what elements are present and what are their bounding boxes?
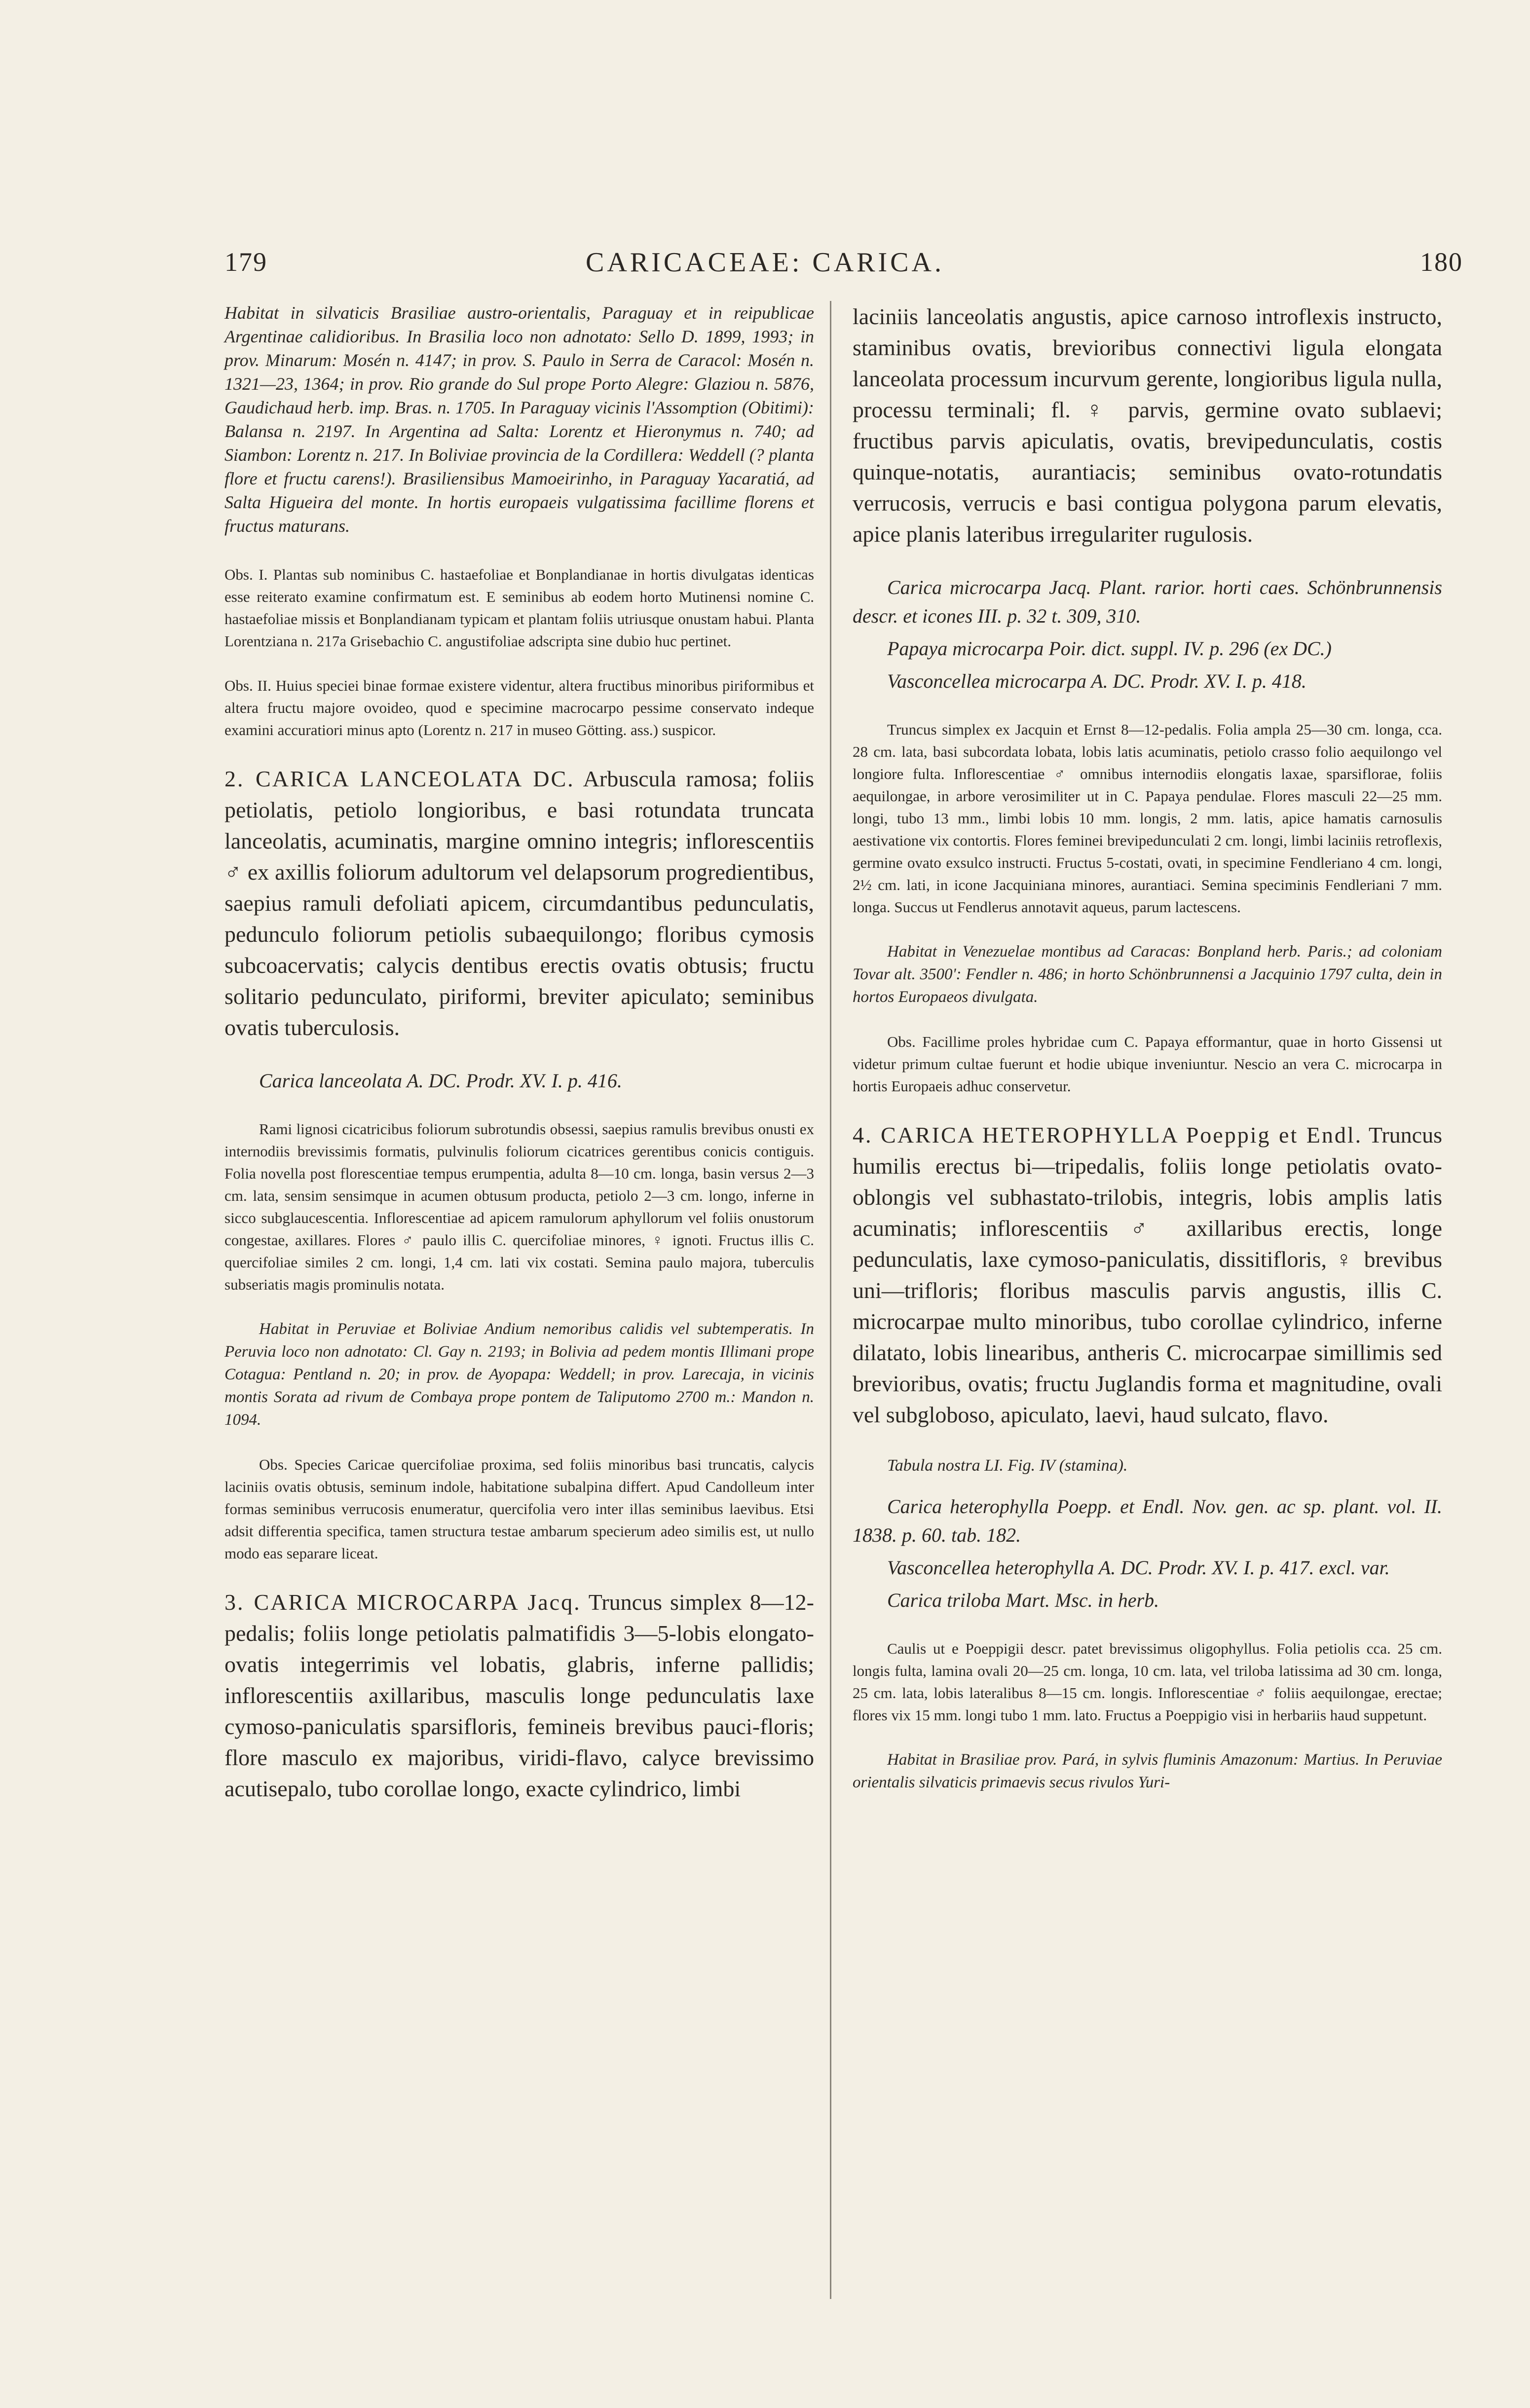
morphology-paragraph: Truncus simplex ex Jacquin et Ernst 8—12-pedalis. Folia ampla 25—30 cm. longa, cca. 28 cm. lata, basi subcordata lobata, lobis latis acuminatis, petiolo crasso folio aequilongo vel longiore fulta. Inflorescentiae ♂ omnibus internodiis elongatis laxae, sparsiflorae, foliis aequilongae, in arbore verosimiliter ut in C. Papaya pendulae. Flores masculi 22—25 mm. longi, tubo 13 mm., limbi lobis 10 mm. longis, 2 mm. latis, apice hamatis carnosulis aestivatione vix contortis. Flores feminei brevipedunculati 2 cm. longi, limbi laciniis retroflexis, germine ovato exsulco instructi. Fructus 5-costati, ovati, in specimine Fendleriano 4 cm. longi, 2½ cm. lati, in icone Jacquiniana minores, aurantiaci. Semina speciminis Fendleriani 7 mm. longa. Succus ut Fendlerus annotavit aqueus, parum lactescens. [853, 721, 1442, 916]
species-heading: 2. CARICA LANCEOLATA DC. [224, 766, 575, 791]
column-divider [830, 301, 831, 2299]
synonym-citation: Vasconcellea microcarpa A. DC. Prodr. XV. I. p. 418. [887, 670, 1306, 692]
synonym-citation: Vasconcellea heterophylla A. DC. Prodr. XV. I. p. 417. excl. var. [887, 1556, 1390, 1579]
synonym-citation: Carica triloba Mart. Msc. in herb. [887, 1589, 1159, 1611]
synonym-citation: Carica microcarpa Jacq. Plant. rarior. horti caes. Schönbrunnensis descr. et icones III. p. 32 t. 309, 310. [853, 576, 1442, 627]
right-column [853, 301, 1442, 1816]
plate-reference: Tabula nostra LI. Fig. IV (stamina). [887, 1456, 1128, 1475]
observation-paragraph: Obs. I. Plantas sub nominibus C. hastaefoliae et Bonplandianae in hortis divulgatas identicas esse reiterato examine confirmatum est. E seminibus ab eodem horto Mutinensi nomine C. hastaefoliae missis et Bonplandianam typicam et plantam foliis utriusque onustam habui. Planta Lorentziana n. 217a Grisebachio C. angustifoliae adscripta sine dubio huc pertinet. [224, 566, 814, 650]
synonym-citation: Carica heterophylla Poepp. et Endl. Nov. gen. ac sp. plant. vol. II. 1838. p. 60. tab. 182. [853, 1495, 1442, 1546]
observation-paragraph: Obs. Species Caricae quercifoliae proxima, sed foliis minoribus basi truncatis, calycis laciniis ovatis obtusis, seminum indole, habitatione subalpina differt. Apud Candolleum inter formas seminibus verrucosis enumeratur, quercifolia vero inter illas seminibus laevibus. Etsi adsit differentia specifica, tamen structura testae ambarum specierum adeo similis est, ut nullo modo eas separare liceat. [224, 1456, 814, 1562]
species-description [224, 1587, 814, 1804]
habitat-paragraph: Habitat in Brasiliae prov. Pará, in sylvis fluminis Amazonum: Martius. In Peruviae orientalis silvaticis primaevis secus rivulos Yuri- [853, 1751, 1442, 1791]
species-diagnosis: Truncus simplex 8—12-pedalis; foliis longe petiolatis palmatifidis 3—5-lobis elongato-ovatis integerrimis vel lobatis, glabris, inferne pallidis; inflorescentiis axillaribus, masculis longe pedunculatis laxe cymoso-paniculatis sparsifloris, femineis brevibus pauci-floris; flore masculo ex majoribus, viridi-flavo, calyce brevissimo acutisepalo, tubo corollae longo, exacte cylindrico, limbi [224, 1590, 814, 1801]
morphology-paragraph: Caulis ut e Poeppigii descr. patet brevissimus oligophyllus. Folia petiolis cca. 25 cm. longis fulta, lamina ovali 20—25 cm. longa, 10 cm. lata, vel triloba latissima ad 30 cm. longa, 25 cm. lata, lobis lateralibus 8—15 cm. longis. Inflorescentiae ♂ foliis aequilongae, erectae; flores vix 15 mm. longi tubo 1 mm. lato. Fructus a Poeppigio visi in herbariis haud suppetunt. [853, 1640, 1442, 1724]
species-heading: 4. CARICA HETEROPHYLLA Poeppig et Endl. [853, 1122, 1363, 1148]
morphology-paragraph: Rami lignosi cicatricibus foliorum subrotundis obsessi, saepius ramulis brevibus onusti ex internodiis brevissimis formatis, pulvinulis foliorum cicatrices gerentibus conicis contiguis. Folia novella post florescentiae tempus erumpentia, adulta 8—10 cm. longa, basin versus 2—3 cm. lata, sensim sensimque in acumen obtusum producta, petiolo 2—3 cm. longo, inferne in sicco subglaucescentia. Inflorescentiae ad apicem ramulorum aphyllorum vel foliis onustorum congestae, axillares. Flores ♂ paulo illis C. quercifoliae minores, ♀ ignoti. Fructus illis C. quercifoliae similes 2 cm. longi, 1,4 cm. lati vix costati. Semina paulo majora, tuberculis subseriatis magis prominulis notata. [224, 1120, 814, 1293]
page-number-left: 179 [224, 247, 267, 277]
species-heading: 3. CARICA MICROCARPA Jacq. [224, 1590, 581, 1615]
species-description [853, 1119, 1442, 1430]
habitat-paragraph: Habitat in Venezuelae montibus ad Caracas: Bonpland herb. Paris.; ad coloniam Tovar alt. 3500': Fendler n. 486; in horto Schönbrunnensi a Jacquinio 1797 culta, dein in hortos Europaeos divulgata. [853, 943, 1442, 1006]
synonym-citation: Papaya microcarpa Poir. dict. suppl. IV. p. 296 (ex DC.) [887, 637, 1332, 660]
running-header: CARICACEAE: CARICA. [586, 247, 944, 278]
synonym-citation: Carica lanceolata A. DC. Prodr. XV. I. p. 416. [259, 1070, 622, 1092]
left-column [224, 301, 814, 1828]
habitat-paragraph: Habitat in Peruviae et Boliviae Andium nemoribus calidis vel subtemperatis. In Peruvia loco non adnotato: Cl. Gay n. 2193; in Bolivia ad pedem montis Illimani prope Cotagua: Pentland n. 20; in prov. de Ayopapa: Weddell; in prov. Larecaja, in vicinis montis Sorata ad rivum de Combaya prope pontem de Taliputomo 2700 m.: Mandon n. 1094. [224, 1320, 814, 1429]
species-diagnosis-continued: laciniis lanceolatis angustis, apice carnoso introflexis instructo, staminibus ovatis, brevioribus connectivi ligula elongata lanceolata processum incurvum gerente, longioribus ligula nulla, processu terminali; fl. ♀ parvis, germine ovato sublaevi; fructibus parvis apiculatis, ovatis, brevipedunculatis, costis quinque-notatis, aurantiacis; seminibus ovato-rotundatis verrucosis, verrucis e basi contigua polygona parum elevatis, apice planis lateribus irregulariter rugulosis. [853, 304, 1442, 547]
species-description [224, 763, 814, 1043]
observation-paragraph: Obs. II. Huius speciei binae formae existere videntur, altera fructibus minoribus piriformibus et altera fructu majore ovoideo, quod e specimine macrocarpo pessime conservato indeque examini accuratiori minus apto (Lorentz n. 217 in museo Götting. ass.) suspicor. [224, 677, 814, 739]
observation-paragraph: Obs. Facillime proles hybridae cum C. Papaya efformantur, quae in horto Gissensi ut videtur primum cultae fuerunt et hodie ubique inveniuntur. Nescio an vera C. microcarpa in hortis Europaeis adhuc conservetur. [853, 1033, 1442, 1095]
species-diagnosis: Truncus humilis erectus bi—tripedalis, foliis longe petiolatis ovato-oblongis vel subhastato-trilobis, integris, lobis amplis latis acuminatis; inflorescentiis ♂ axillaribus erectis, longe pedunculatis, laxe cymoso-paniculatis, dissitifloris, ♀ brevibus uni—trifloris; floribus masculis parvis angustis, illis C. microcarpae multo minoribus, tubo corollae cylindrico, inferne dilatato, lobis linearibus, antheris C. microcarpae simillimis sed brevioribus, ovatis; fructu Juglandis forma et magnitudine, ovali vel subgloboso, apiculato, laevi, haud sulcato, flavo. [853, 1122, 1442, 1427]
species-diagnosis: Arbuscula ramosa; foliis petiolatis, petiolo longioribus, e basi rotundata truncata lanceolatis, acuminatis, margine omnino integris; inflorescentiis ♂ ex axillis foliorum adultorum vel delapsorum progredientibus, saepius ramuli defoliati apicem, circumdantibus pedunculatis, pedunculo foliorum petiolis subaequilongo; floribus cymosis subcoacervatis; calycis dentibus erectis ovatis obtusis; fructu solitario pedunculato, piriformi, breviter apiculato; seminibus ovatis tuberculosis. [224, 766, 814, 1040]
page-number-right: 180 [1420, 247, 1463, 277]
habitat-paragraph: Habitat in silvaticis Brasiliae austro-orientalis, Paraguay et in reipublicae Argentinae calidioribus. In Brasilia loco non adnotato: Sello D. 1899, 1993; in prov. Minarum: Mosén n. 4147; in prov. S. Paulo in Serra de Caracol: Mosén n. 1321—23, 1364; in prov. Rio grande do Sul prope Porto Alegre: Glaziou n. 5876, Gaudichaud herb. imp. Bras. n. 1705. In Paraguay vicinis l'Assomption (Obitimi): Balansa n. 2197. In Argentina ad Salta: Lorentz et Hieronymus n. 740; ad Siambon: Lorentz n. 217. In Boliviae provincia de la Cordillera: Weddell (? planta flore et fructu carens!). Brasiliensibus Mamoeirinho, in Paraguay Yacaratiá, ad Salta Higueira del monte. In hortis europaeis vulgatissima facillime florens et fructus maturans. [224, 303, 814, 536]
